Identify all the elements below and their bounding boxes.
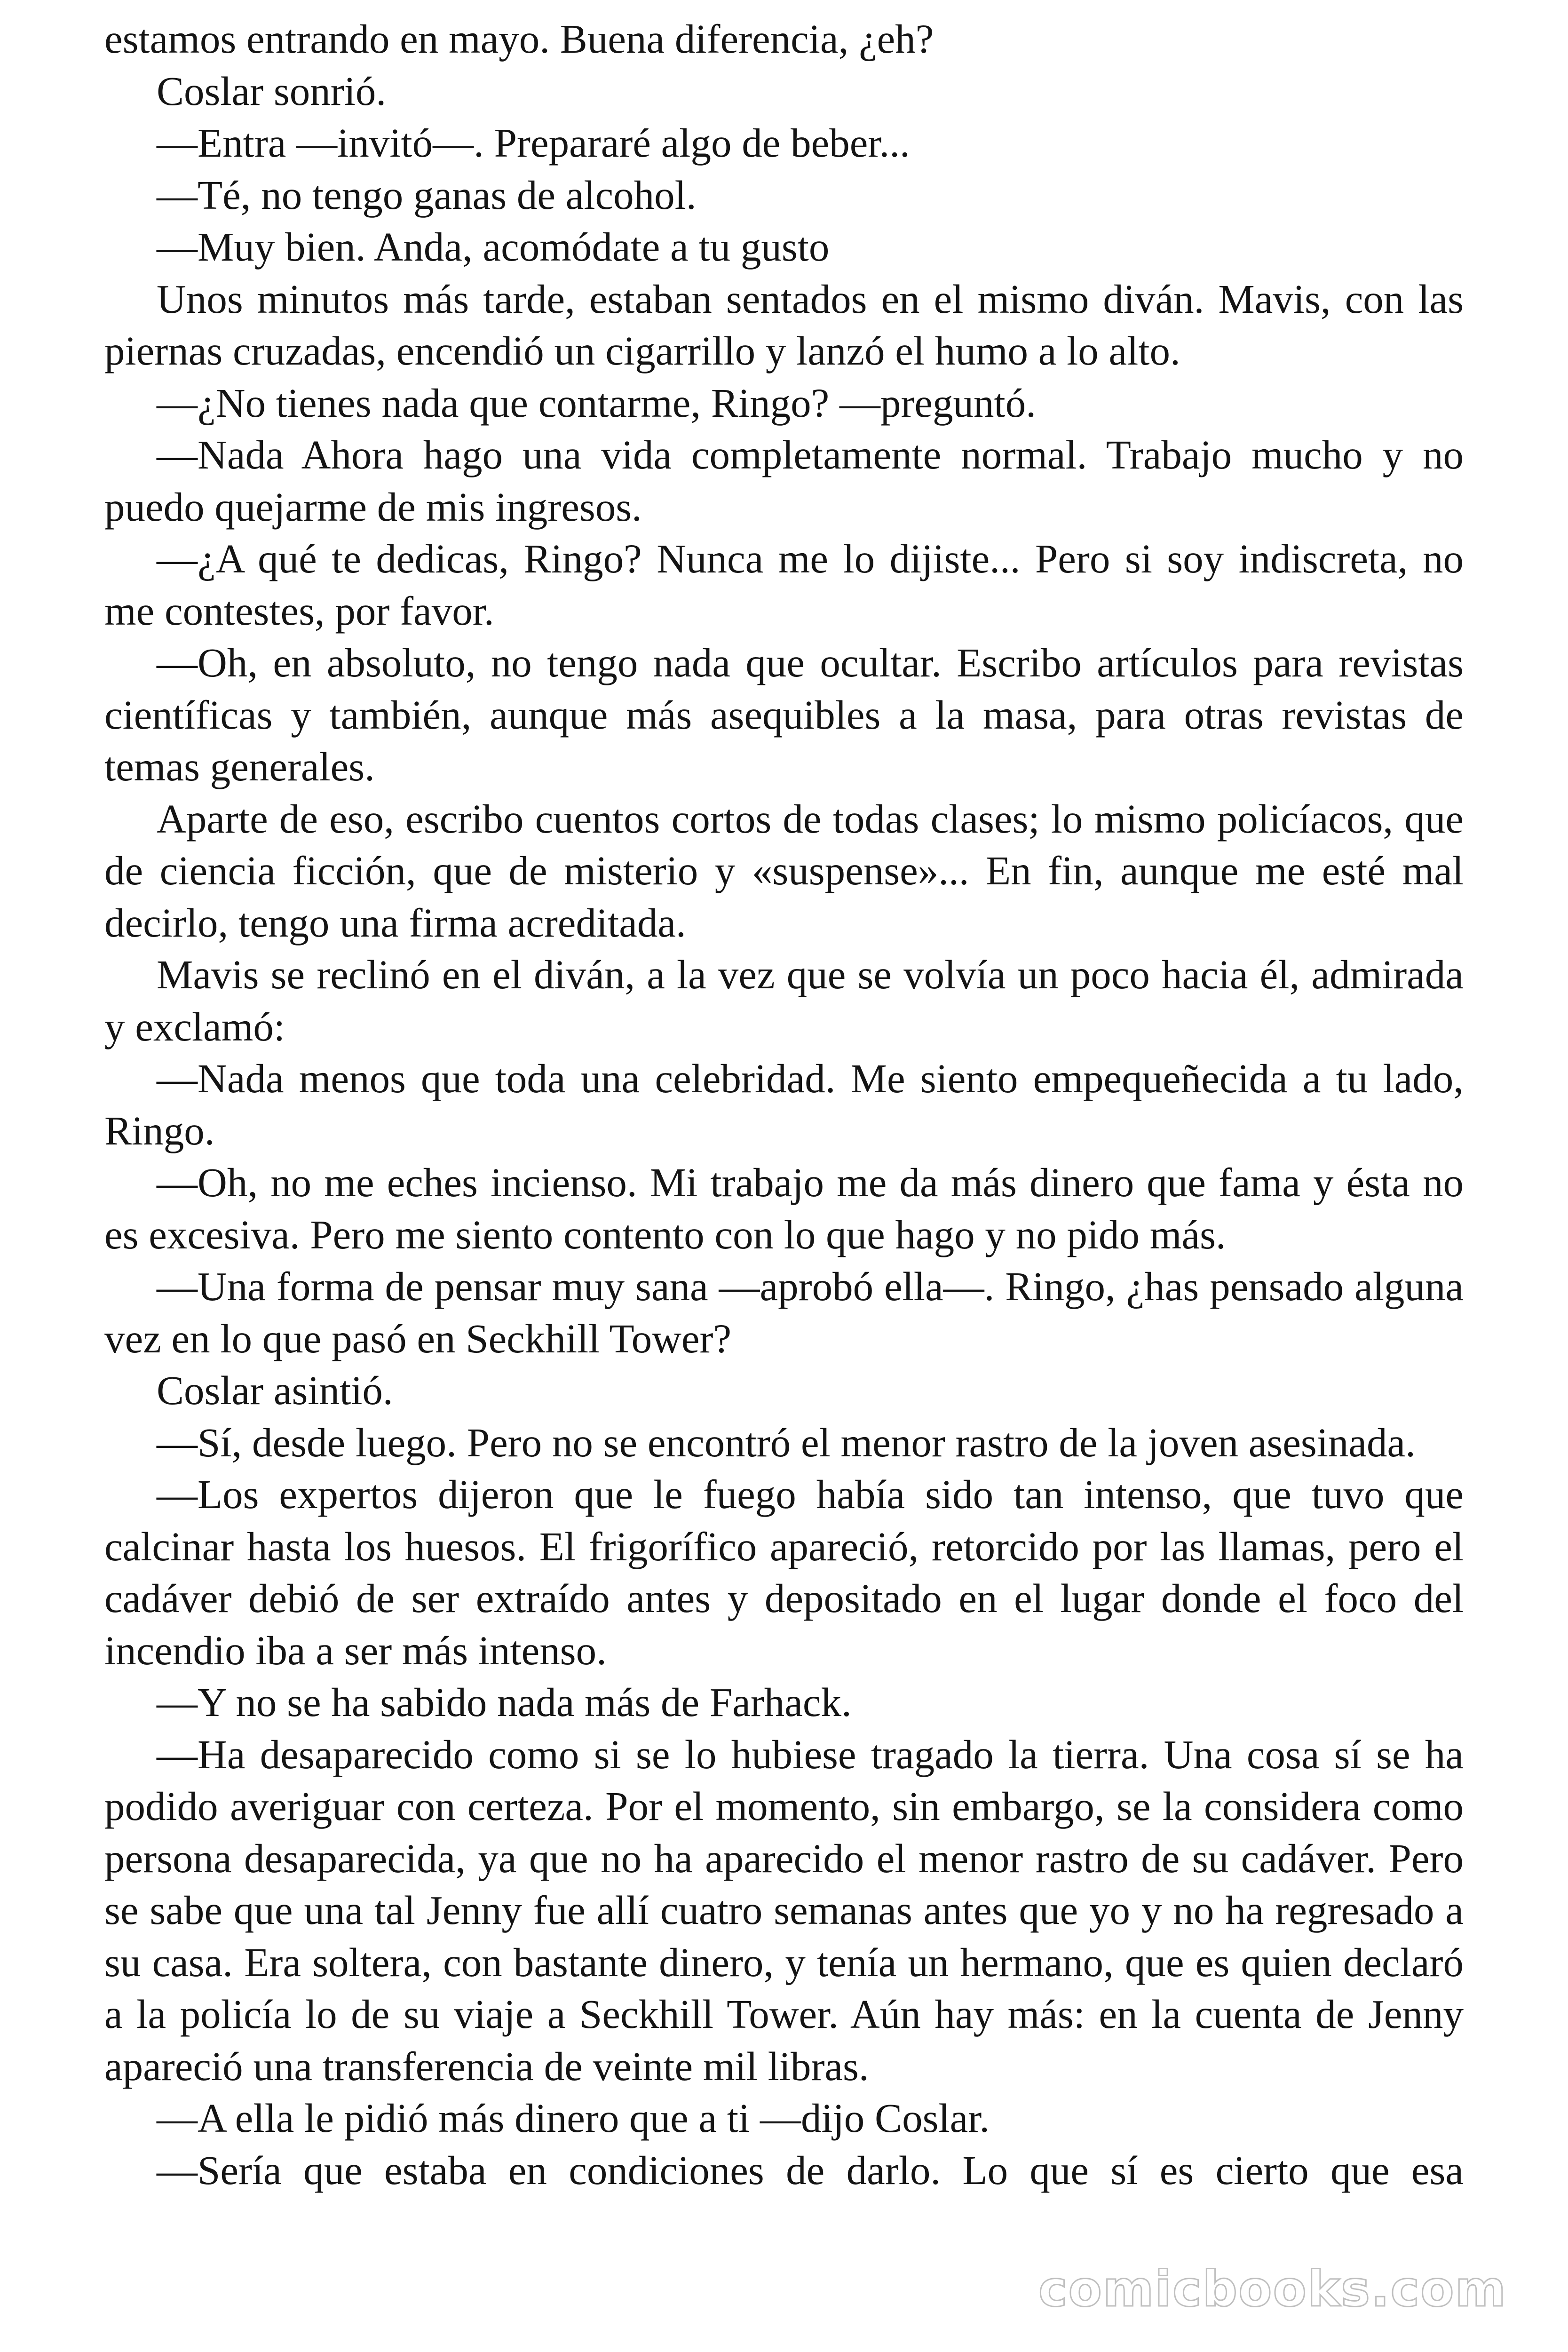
- paragraph: —Nada Ahora hago una vida completamente normal. Trabajo mucho y no puedo quejarme de mis ingresos.: [104, 432, 1464, 530]
- paragraph: —Una forma de pensar muy sana —aprobó ella—. Ringo, ¿has pensado alguna vez en lo que pasó en Seckhill Tower?: [104, 1263, 1464, 1361]
- paragraph: —Y no se ha sabido nada más de Farhack.: [157, 1679, 852, 1725]
- paragraph: estamos entrando en mayo. Buena diferencia, ¿eh?: [104, 16, 934, 62]
- paragraph: —Los expertos dijeron que le fuego había sido tan intenso, que tuvo que calcinar hasta los huesos. El frigorífico apareció, retorcido por las llamas, pero el cadáver debió de ser extraído antes y depositado en el lugar donde el foco del incendio iba a ser más intenso.: [104, 1471, 1464, 1673]
- paragraph: —A ella le pidió más dinero que a ti —dijo Coslar.: [157, 2095, 990, 2141]
- paragraph: —Sería que estaba en condiciones de darlo. Lo que sí es cierto que esa: [157, 2147, 1464, 2193]
- paragraph: Coslar sonrió.: [157, 68, 387, 114]
- paragraph: —Sí, desde luego. Pero no se encontró el menor rastro de la joven asesinada.: [157, 1419, 1416, 1465]
- paragraph: Mavis se reclinó en el diván, a la vez que se volvía un poco hacia él, admirada y exclamó:: [104, 952, 1464, 1049]
- paragraph: —Muy bien. Anda, acomódate a tu gusto: [157, 224, 830, 270]
- paragraph: Coslar asintió.: [157, 1367, 393, 1413]
- paragraph: —Ha desaparecido como si se lo hubiese tragado la tierra. Una cosa sí se ha podido averiguar con certeza. Por el momento, sin embargo, se la considera como persona desaparecida, ya que no ha aparecido el menor rastro de su cadáver. Pero se sabe que una tal Jenny fue allí cuatro semanas antes que yo y no ha regresado a su casa. Era soltera, con bastante dinero, y tenía un hermano, que es quien declaró a la policía lo de su viaje a Seckhill Tower. Aún hay más: en la cuenta de Jenny apareció una transferencia de veinte mil libras.: [104, 1731, 1464, 2089]
- paragraph: —Nada menos que toda una celebridad. Me siento empequeñecida a tu lado, Ringo.: [104, 1056, 1464, 1153]
- paragraph: —¿No tienes nada que contarme, Ringo? —preguntó.: [157, 380, 1036, 426]
- paragraph: —Oh, no me eches incienso. Mi trabajo me da más dinero que fama y ésta no es excesiva. Pero me siento contento con lo que hago y no pido más.: [104, 1160, 1464, 1257]
- paragraph: —Oh, en absoluto, no tengo nada que ocultar. Escribo artículos para revistas científicas y también, aunque más asequibles a la masa, para otras revistas de temas generales.: [104, 640, 1464, 789]
- paragraph: —¿A qué te dedicas, Ringo? Nunca me lo dijiste... Pero si soy indiscreta, no me contestes, por favor.: [104, 536, 1464, 634]
- document-page: [104, 13, 1464, 2196]
- paragraph: —Té, no tengo ganas de alcohol.: [157, 172, 697, 218]
- paragraph: —Entra —invitó—. Prepararé algo de beber...: [157, 120, 910, 166]
- paragraph: Unos minutos más tarde, estaban sentados en el mismo diván. Mavis, con las piernas cruzadas, encendió un cigarrillo y lanzó el humo a lo alto.: [104, 276, 1464, 373]
- paragraph: Aparte de eso, escribo cuentos cortos de todas clases; lo mismo policíacos, que de ciencia ficción, que de misterio y «suspense»... En fin, aunque me esté mal decirlo, tengo una firma acreditada.: [104, 795, 1464, 946]
- watermark: comicbooks.com: [1038, 2260, 1507, 2318]
